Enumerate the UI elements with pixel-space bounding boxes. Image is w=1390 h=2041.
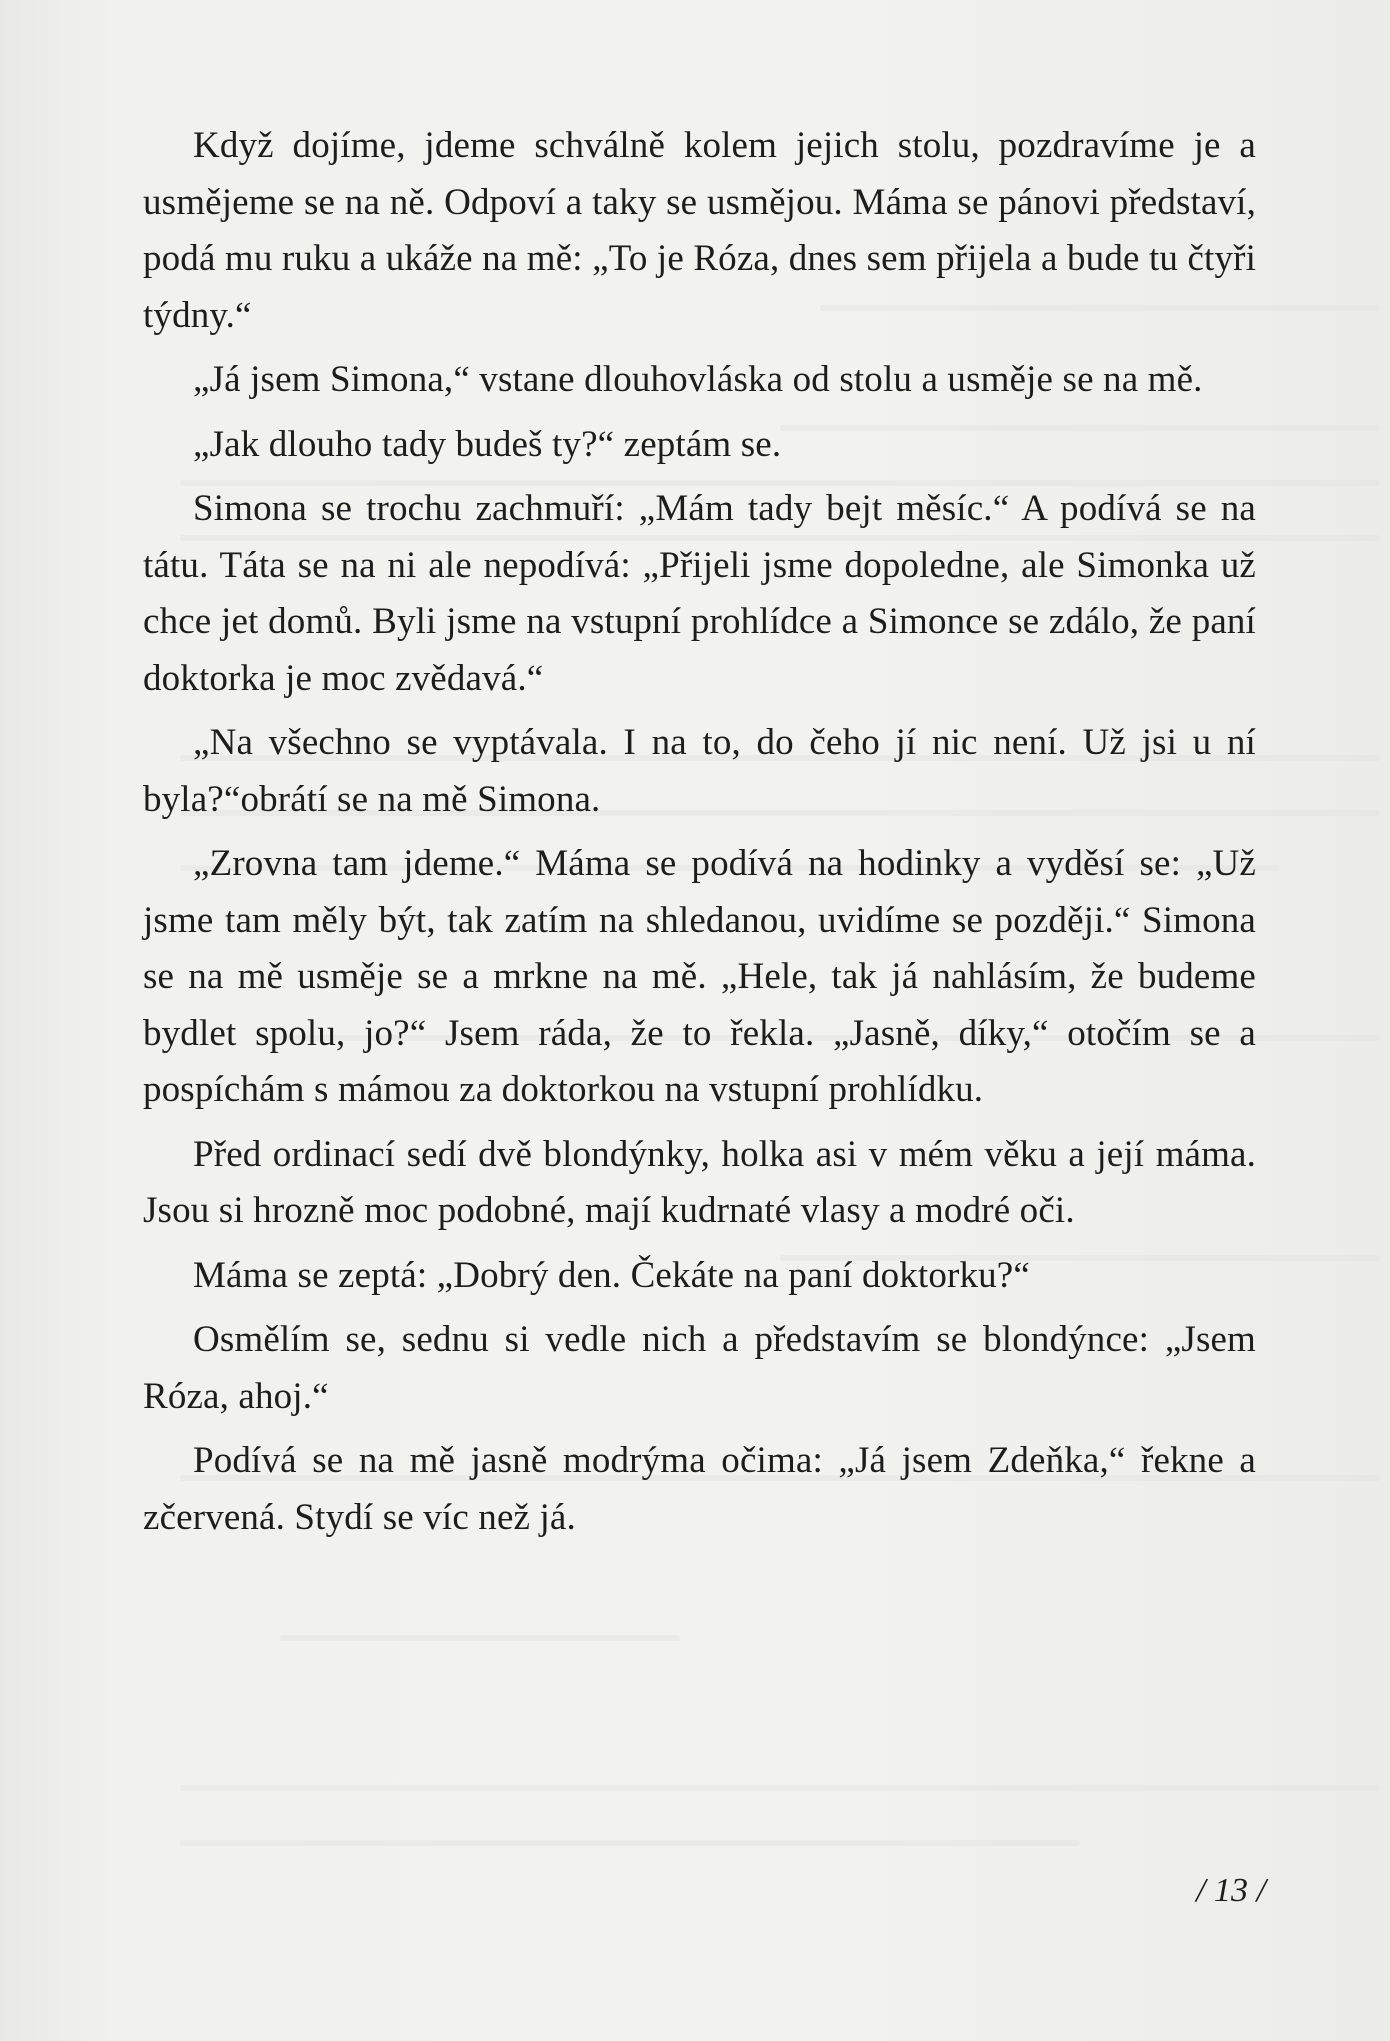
paragraph: „Na všechno se vyptávala. I na to, do čeho jí nic není. Už jsi u ní byla?“obrátí se na mě Simona. [143,722,1256,820]
paragraph: Podívá se na mě jasně modrýma očima: „Já jsem Zdeňka,“ řekne a zčervená. Stydí se víc než já. [143,1440,1256,1538]
paragraph: „Já jsem Simona,“ vstane dlouhovláska od stolu a usměje se na mě. [193,359,1203,400]
paragraph: Před ordinací sedí dvě blondýnky, holka asi v mém věku a její máma. Jsou si hrozně moc podobné, mají kudrnaté vlasy a modré oči. [143,1133,1256,1231]
body-text [143,118,1256,1554]
paragraph: Máma se zeptá: „Dobrý den. Čekáte na paní doktorku?“ [193,1254,1030,1296]
paragraph: „Jak dlouho tady budeš ty?“ zeptám se. [193,423,782,465]
page-number: / 13 / [1196,1872,1266,1909]
paragraph: „Zrovna tam jdeme.“ Máma se podívá na hodinky a vyděsí se: „Už jsme tam měly být, tak zatím na shledanou, uvidíme se později.“ Simona se na mě usměje se a mrkne na mě. „Hele, tak já nahlásím, že budeme bydlet spolu, jo?“ Jsem ráda, že to řekla. „Jasně, díky,“ otočím se a pospíchám s mámou za doktorkou na vstupní prohlídku. [143,843,1256,1110]
paragraph: Osmělím se, sednu si vedle nich a představím se blondýnce: „Jsem Róza, ahoj.“ [143,1319,1256,1417]
paragraph: Simona se trochu zachmuří: „Mám tady bejt měsíc.“ A podívá se na tátu. Táta se na ni ale nepodívá: „Přijeli jsme dopoledne, ale Simonka už chce jet domů. Byli jsme na vstupní prohlídce a Simonce se zdálo, že paní doktorka je moc zvědavá.“ [143,488,1256,699]
paragraph: Když dojíme, jdeme schválně kolem jejich stolu, pozdravíme je a usmějeme se na ně. Odpoví a taky se usmějou. Máma se pánovi představí, podá mu ruku a ukáže na mě: „To je Róza, dnes sem přijela a bude tu čtyři týdny.“ [143,125,1256,336]
